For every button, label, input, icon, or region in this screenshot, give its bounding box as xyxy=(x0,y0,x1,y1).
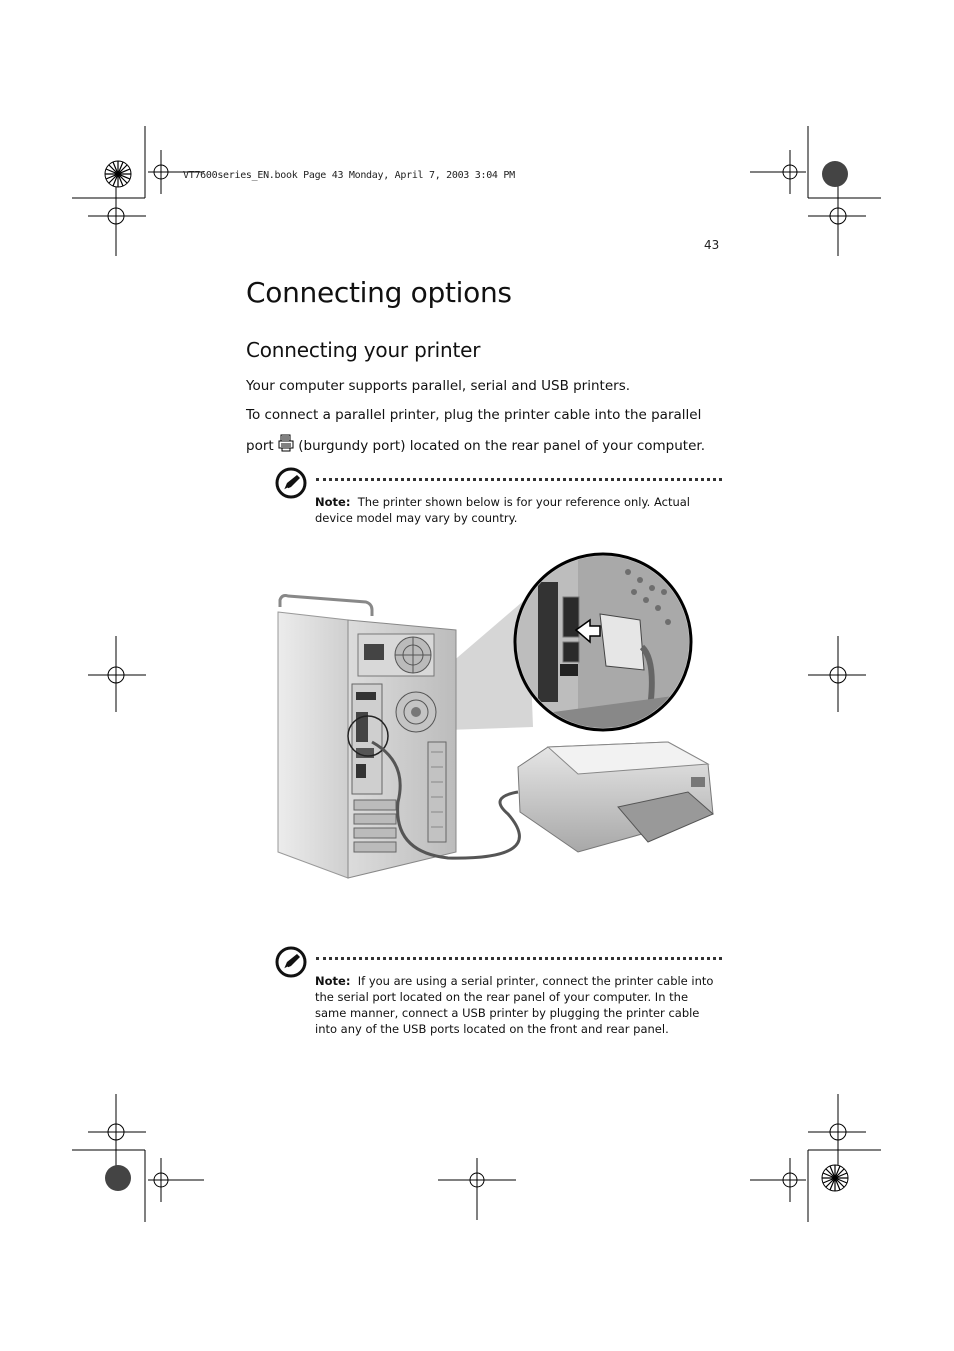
computer-tower xyxy=(278,596,456,879)
parallel-paragraph-line2 xyxy=(246,434,705,456)
note-2 xyxy=(315,973,720,1037)
printer-connection-illustration xyxy=(248,552,720,910)
note-2-label: Note: xyxy=(315,974,351,988)
parallel-paragraph-end: (burgundy port) located on the rear panel of your computer. xyxy=(298,438,705,454)
note-pen-icon xyxy=(275,467,307,499)
parallel-paragraph-line1: To connect a parallel printer, plug the printer cable into the parallel xyxy=(246,407,702,423)
note-pen-icon xyxy=(275,946,307,978)
intro-paragraph: Your computer supports parallel, serial and USB printers. xyxy=(246,378,631,394)
note-divider xyxy=(316,478,722,481)
page-number: 43 xyxy=(704,238,720,252)
parallel-paragraph-start: port xyxy=(246,438,274,454)
section-title: Connecting your printer xyxy=(246,338,481,362)
printer-port-icon xyxy=(278,434,294,456)
note-2-text: If you are using a serial printer, connect the printer cable into the serial port located on the rear panel of your computer. In the same manner, connect a USB printer by plugging the printer cable into any of the USB ports located on the front and rear panel. xyxy=(315,974,714,1036)
printer xyxy=(518,742,713,852)
note-1 xyxy=(315,494,720,526)
print-header-line: VT7600series_EN.book Page 43 Monday, April 7, 2003 3:04 PM xyxy=(183,170,515,181)
note-divider xyxy=(316,957,722,960)
note-1-label: Note: xyxy=(315,495,351,509)
chapter-title: Connecting options xyxy=(246,276,512,309)
parallel-port-closeup xyxy=(513,552,703,732)
note-1-text: The printer shown below is for your reference only. Actual device model may vary by country. xyxy=(315,495,691,525)
